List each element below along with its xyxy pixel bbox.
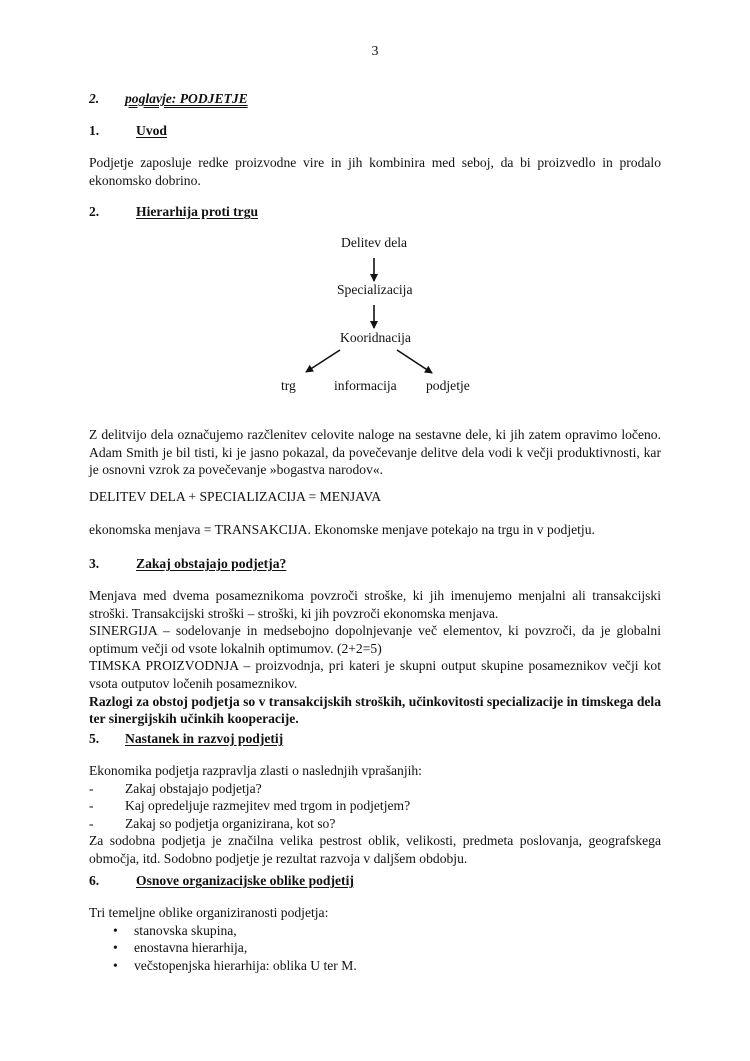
delitev-paragraph: Z delitvijo dela označujemo razčlenitev celovite naloge na sestavne dele, ki jih zatem opravimo ločeno. Adam Smith je bil tisti, ki je jasno pokazal, da povečevanje delitve dela vodi k večji produktivnosti, kar je osnovni vzrok za povečevanje »bogastva narodov«.: [89, 427, 661, 478]
section-heading-zakaj: [89, 555, 661, 573]
nastanek-body: [89, 762, 661, 868]
section-number: 2.: [89, 204, 100, 219]
page-number: 3: [371, 44, 379, 59]
section-heading-osnove: [89, 872, 661, 890]
bullet-marker: •: [113, 940, 118, 956]
section-title: Nastanek in razvoj podjetij: [125, 731, 284, 746]
osnove-intro: Tri temeljne oblike organiziranosti podjetja:: [89, 905, 329, 920]
node-koordinacija: Kooridnacija: [340, 330, 411, 345]
list-item: [89, 780, 661, 798]
section-number: 3.: [89, 556, 100, 571]
section-title: Osnove organizacijske oblike podjetij: [136, 873, 354, 888]
list-item-text: enostavna hierarhija,: [134, 940, 248, 956]
bullet-marker: •: [113, 957, 118, 973]
nastanek-closing: Za sodobna podjetja je značilna velika pestrost oblik, velikosti, predmeta poslovanja, geografskega območja, itd. Sodobno podjetje je rezultat razvoja v daljšem obdobju.: [89, 833, 661, 866]
questions-list: [89, 780, 661, 833]
dash-marker: -: [89, 815, 94, 831]
list-item-text: stanovska skupina,: [134, 922, 237, 938]
list-item-text: Zakaj so podjetja organizirana, kot so?: [125, 815, 336, 831]
list-item: [89, 957, 661, 975]
section-title: Hierarhija proti trgu: [136, 204, 259, 219]
node-delitev-dela: Delitev dela: [341, 235, 408, 250]
arrow-koordinacija-to-trg: [306, 350, 340, 372]
section-number: 1.: [89, 123, 100, 138]
dash-marker: -: [89, 780, 94, 796]
list-item-text: večstopenjska hierarhija: oblika U ter M.: [134, 957, 357, 973]
list-item: [89, 815, 661, 833]
conclusion-paragraph: Razlogi za obstoj podjetja so v transakcijskih stroških, učinkovitosti specializacije in timskega dela ter sinergijskih učinkih kooperacije.: [89, 693, 661, 727]
bullet-marker: •: [113, 922, 118, 938]
osnove-body: [89, 904, 661, 974]
node-trg: trg: [281, 378, 296, 393]
transaction-costs-paragraph: Menjava med dvema posameznikoma povzroči stroške, ki jih imenujemo menjalni ali transakcijski stroški. Transakcijski stroški – stroški, ki jih povzroči ekonomska menjava.: [89, 588, 661, 621]
zakaj-body: [89, 587, 661, 728]
node-specializacija: Specializacija: [337, 282, 413, 297]
formula-line: DELITEV DELA + SPECIALIZACIJA = MENJAVA: [89, 489, 382, 504]
list-item-text: Zakaj obstajajo podjetja?: [125, 780, 262, 796]
synergy-paragraph: SINERGIJA – sodelovanje in medsebojno dopolnjevanje več elementov, ki povzroči, da je globalni optimum večji od vsote lokalnih optimumov. (2+2=5): [89, 623, 661, 656]
forms-list: [89, 922, 661, 975]
list-item: [89, 922, 661, 940]
dash-marker: -: [89, 798, 94, 814]
list-item-text: Kaj opredeljuje razmejitev med trgom in podjetjem?: [125, 798, 411, 814]
chapter-title: poglavje: PODJETJE: [125, 91, 248, 106]
arrow-koordinacija-to-podjetje: [397, 350, 432, 373]
team-production-paragraph: TIMSKA PROIZVODNJA – proizvodnja, pri kateri je skupni output skupine posameznikov večji kot vsota outputov ločenih posameznikov.: [89, 658, 661, 691]
section-number: 5.: [89, 731, 100, 746]
node-podjetje: podjetje: [426, 378, 470, 393]
list-item: [89, 939, 661, 957]
transaction-line: ekonomska menjava = TRANSAKCIJA. Ekonomske menjave potekajo na trgu in v podjetju.: [89, 522, 595, 537]
list-item: [89, 797, 661, 815]
chapter-number: 2.: [89, 91, 100, 106]
node-informacija: informacija: [334, 378, 397, 393]
section-title: Uvod: [136, 123, 167, 138]
nastanek-intro: Ekonomika podjetja razpravlja zlasti o naslednjih vprašanjih:: [89, 763, 422, 778]
uvod-paragraph: Podjetje zaposluje redke proizvodne vire in jih kombinira med seboj, da bi proizvedlo in prodalo ekonomsko dobrino.: [89, 155, 661, 188]
section-heading-nastanek: [89, 730, 661, 748]
section-title: Zakaj obstajajo podjetja?: [136, 556, 287, 571]
section-number: 6.: [89, 873, 100, 888]
